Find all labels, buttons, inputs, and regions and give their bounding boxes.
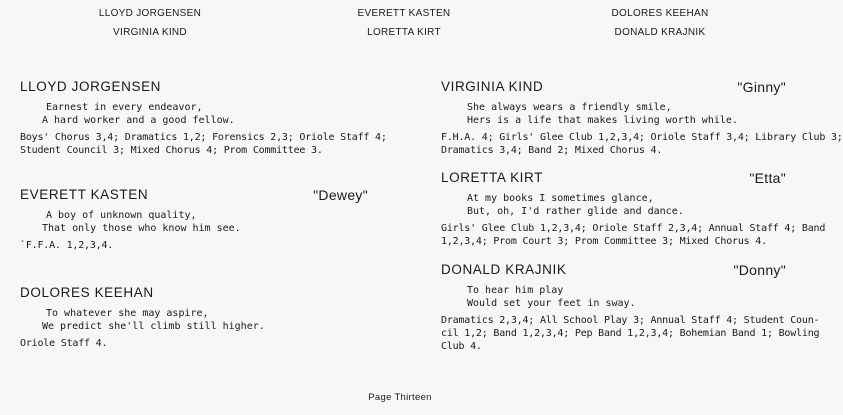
senior-name: LLOYD JORGENSEN (20, 79, 162, 94)
activities (441, 131, 843, 157)
caption-text: LLOYD JORGENSEN (98, 8, 202, 19)
verse-line: She always wears a friendly smile, (467, 102, 672, 113)
caption-column-center (304, 4, 504, 42)
activities-line: Dramatics 3,4; Band 2; Mixed Chorus 4. (441, 145, 663, 156)
activities (441, 314, 820, 353)
verse-line: Would set your feet in sway. (467, 298, 636, 309)
senior-entry-everett (20, 187, 368, 252)
entry-header (20, 187, 368, 209)
caption-text: LORETTA KIRT (367, 27, 441, 38)
senior-nickname: "Dewey" (313, 187, 368, 203)
activities-line: Girls' Glee Club 1,2,3,4; Oriole Staff 2,3,4; Annual Staff 4; Band (441, 223, 826, 234)
senior-nickname: "Ginny" (737, 79, 786, 95)
senior-entry-loretta (441, 170, 826, 248)
activities (20, 131, 390, 157)
verse-line: At my books I sometimes glance, (467, 193, 654, 204)
activities (20, 239, 368, 252)
senior-nickname: "Donny" (733, 262, 786, 278)
verse-line: Earnest in every endeavor, (46, 102, 203, 113)
senior-entry-lloyd (20, 79, 390, 157)
caption-text: VIRGINIA KIND (113, 27, 187, 38)
verse-line: A hard worker and a good fellow. (42, 115, 235, 126)
senior-name: DONALD KRAJNIK (441, 262, 567, 277)
verse-line: A boy of unknown quality, (46, 210, 197, 221)
senior-name: DOLORES KEEHAN (20, 285, 154, 300)
caption-column-right (560, 4, 760, 42)
caption-text: DOLORES KEEHAN (611, 8, 709, 19)
activities (20, 337, 368, 350)
entry-header (441, 79, 786, 101)
activities-line: F.H.A. 4; Girls' Glee Club 1,2,3,4; Oriole Staff 3,4; Library Club 3; (441, 132, 843, 143)
entry-header (441, 262, 786, 284)
senior-nickname: "Etta" (749, 170, 786, 186)
activities-line: 1,2,3,4; Prom Court 3; Prom Committee 3; Mixed Chorus 4. (441, 236, 767, 247)
verse-line: To hear him play (467, 285, 564, 296)
page-number: Page Thirteen (368, 392, 432, 403)
activities-line: Dramatics 2,3,4; All School Play 3; Annual Staff 4; Student Coun- (441, 315, 820, 326)
entry-header (20, 285, 368, 307)
senior-entry-dolores (20, 285, 368, 350)
senior-name: VIRGINIA KIND (441, 79, 544, 94)
caption-text: DONALD KRAJNIK (614, 27, 706, 38)
activities-line: Club 4. (441, 341, 482, 352)
verse-line: That only those who know him see. (42, 223, 241, 234)
verse-line: But, oh, I'd rather glide and dance. (467, 206, 684, 217)
entry-header (441, 170, 786, 192)
senior-entry-virginia (441, 79, 843, 157)
activities (441, 222, 826, 248)
activities-line: Student Council 3; Mixed Chorus 4; Prom Committee 3. (20, 145, 323, 156)
activities-line: `F.F.A. 1,2,3,4. (20, 240, 114, 251)
verse-line: Hers is a life that makes living worth while. (467, 115, 738, 126)
activities-line: Oriole Staff 4. (20, 338, 108, 349)
verse-line: To whatever she may aspire, (46, 308, 209, 319)
senior-entry-donald (441, 262, 820, 353)
caption-text: EVERETT KASTEN (357, 8, 451, 19)
verse-line: We predict she'll climb still higher. (42, 321, 265, 332)
entry-header (20, 79, 390, 101)
caption-column-left (50, 4, 250, 42)
senior-name: EVERETT KASTEN (20, 187, 149, 202)
activities-line: cil 1,2; Band 1,2,3,4; Pep Band 1,2,3,4; Bohemian Band 1; Bowling (441, 328, 820, 339)
senior-name: LORETTA KIRT (441, 170, 543, 185)
activities-line: Boys' Chorus 3,4; Dramatics 1,2; Forensics 2,3; Oriole Staff 4; (20, 132, 387, 143)
